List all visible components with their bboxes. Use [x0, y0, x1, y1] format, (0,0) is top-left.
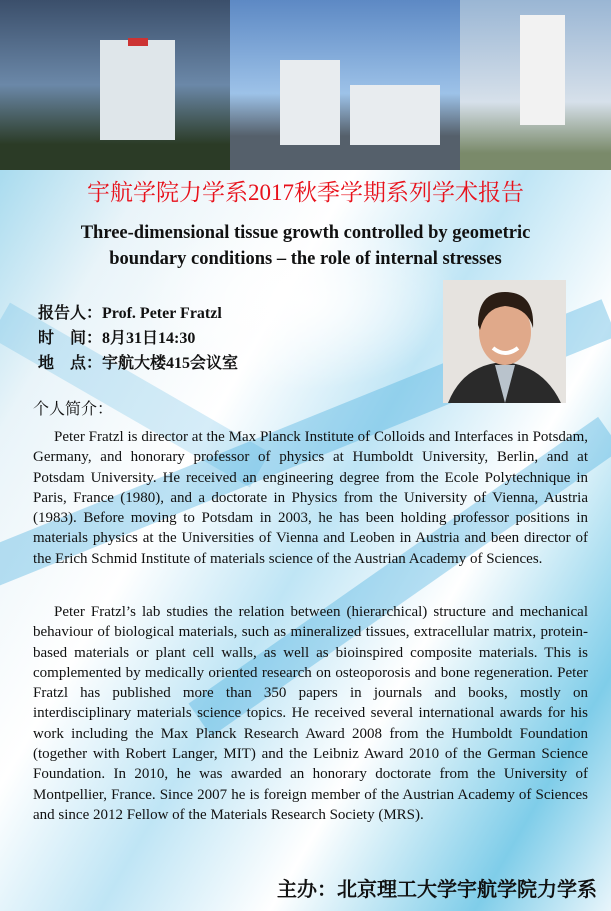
time-value: 8月31日14:30 [102, 330, 196, 347]
location-value: 宇航大楼415会议室 [102, 355, 239, 372]
poster-title: 宇航学院力学系2017秋季学期系列学术报告 [87, 180, 524, 205]
talk-title-line: boundary conditions – the role of internal stresses [109, 249, 502, 269]
speaker-label: 报告人： [38, 305, 103, 322]
time-row [38, 325, 195, 348]
header-photo-strip [0, 0, 611, 170]
time-label: 时 间： [38, 330, 103, 347]
campus-photo-buildings [230, 0, 460, 170]
campus-photo-tower [0, 0, 230, 170]
talk-title-line: Three-dimensional tissue growth controlled by geometric [80, 223, 531, 243]
bio-paragraph: Peter Fratzl is director at the Max Planck Institute of Colloids and Interfaces in Potsdam, Germany, and honorary professor of physics at Humboldt University, Berlin, and at Potsdam University. He received an engineering degree from the Ecole Polytechnique in Paris, France (1980), and a doctorate in Physics from the University of Vienna, Austria (1983). Before moving to Potsdam in 2003, he has been holding professor positions in materials physics at the Universities of Vienna and Leoben in Austria and been director of the Erich Schmid Institute of materials science of the Austrian Academy of Sciences. [33, 429, 588, 567]
campus-photo-monument [460, 0, 611, 170]
speaker-row [38, 300, 222, 323]
location-label: 地 点： [38, 355, 103, 372]
location-row [38, 350, 238, 373]
bio-heading: 个人简介： [33, 401, 114, 418]
talk-title [0, 220, 611, 272]
speaker-photo [443, 280, 566, 403]
organizer: 主办：北京理工大学宇航学院力学系 [277, 879, 597, 901]
speaker-value: Prof. Peter Fratzl [102, 305, 222, 322]
bio-paragraph: Peter Fratzl’s lab studies the relation between (hierarchical) structure and mechanical behaviour of biological materials, such as mineralized tissues, extracellular matrix, protein-based materials or plant cell walls, as well as bioinspired composite materials. This is complemented by medically oriented research on osteoporosis and bone regeneration. Peter Fratzl has published more than 350 papers in journals and books, mostly on interdisciplinary materials science topics. He received several international awards for his work including the Max Planck Research Award 2008 from the Humboldt Foundation (together with Robert Langer, MIT) and the Leibniz Award 2010 of the German Science Foundation. In 2010, he was awarded an honorary doctorate from the University of Montpellier, France. Since 2007 he is foreign member of the Austrian Academy of Sciences and since 2012 Fellow of the Materials Research Society (MRS). [33, 604, 588, 823]
